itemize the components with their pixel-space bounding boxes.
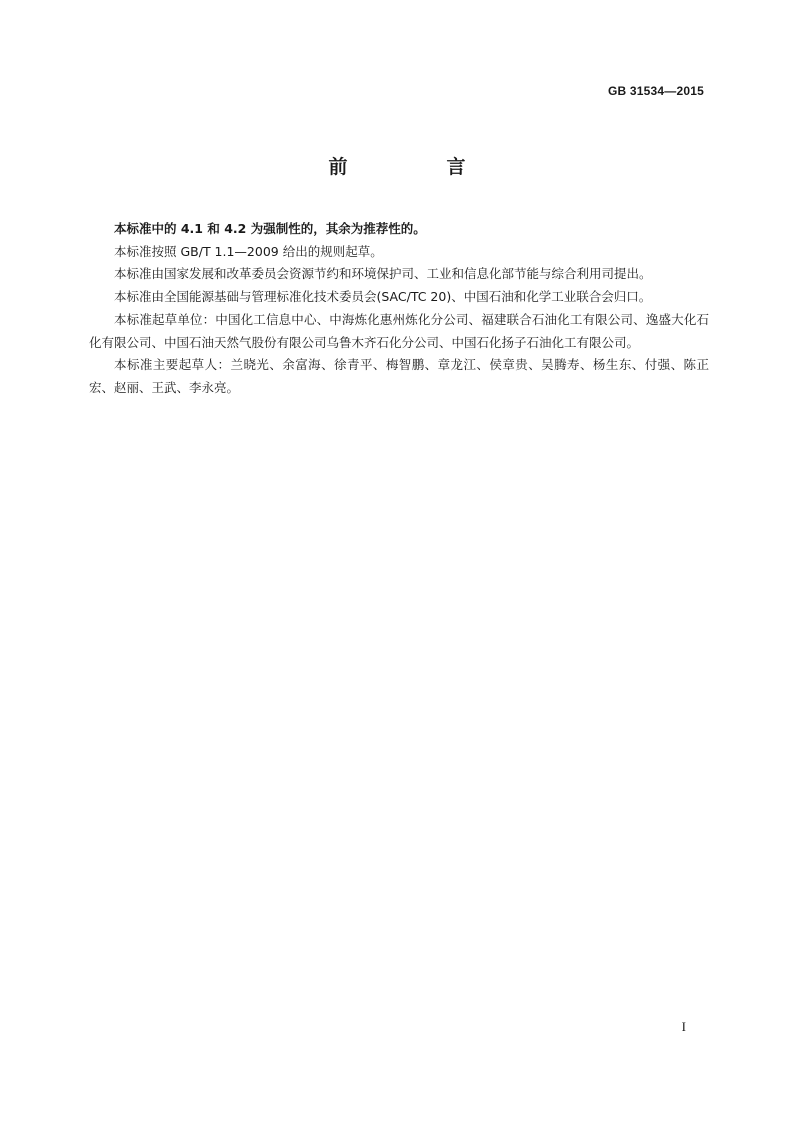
paragraph-proposer: 本标准由国家发展和改革委员会资源节约和环境保护司、工业和信息化部节能与综合利用司提出。: [114, 266, 652, 282]
page-number: I: [681, 1019, 686, 1034]
paragraph-mandatory-clauses: 本标准中的 4.1 和 4.2 为强制性的，其余为推荐性的。: [114, 221, 426, 236]
foreword-body: [89, 218, 709, 400]
paragraph-drafting-units: 本标准起草单位：中国化工信息中心、中海炼化惠州炼化分公司、福建联合石油化工有限公司、逸盛大化石化有限公司、中国石油天然气股份有限公司乌鲁木齐石化分公司、中国石化扬子石油化工有限公司。: [89, 311, 709, 350]
paragraph-drafting-rules: 本标准按照 GB/T 1.1—2009 给出的规则起草。: [114, 243, 383, 259]
paragraph-drafters: 本标准主要起草人：兰晓光、余富海、徐青平、梅智鹏、章龙江、侯章贵、吴腾寿、杨生东、付强、陈正宏、赵丽、王武、李永亮。: [89, 357, 709, 395]
standard-code: GB 31534—2015: [608, 84, 704, 98]
paragraph-administrator: 本标准由全国能源基础与管理标准化技术委员会(SAC/TC 20)、中国石油和化学工业联合会归口。: [114, 289, 652, 305]
page-title: 前 言: [328, 156, 506, 178]
